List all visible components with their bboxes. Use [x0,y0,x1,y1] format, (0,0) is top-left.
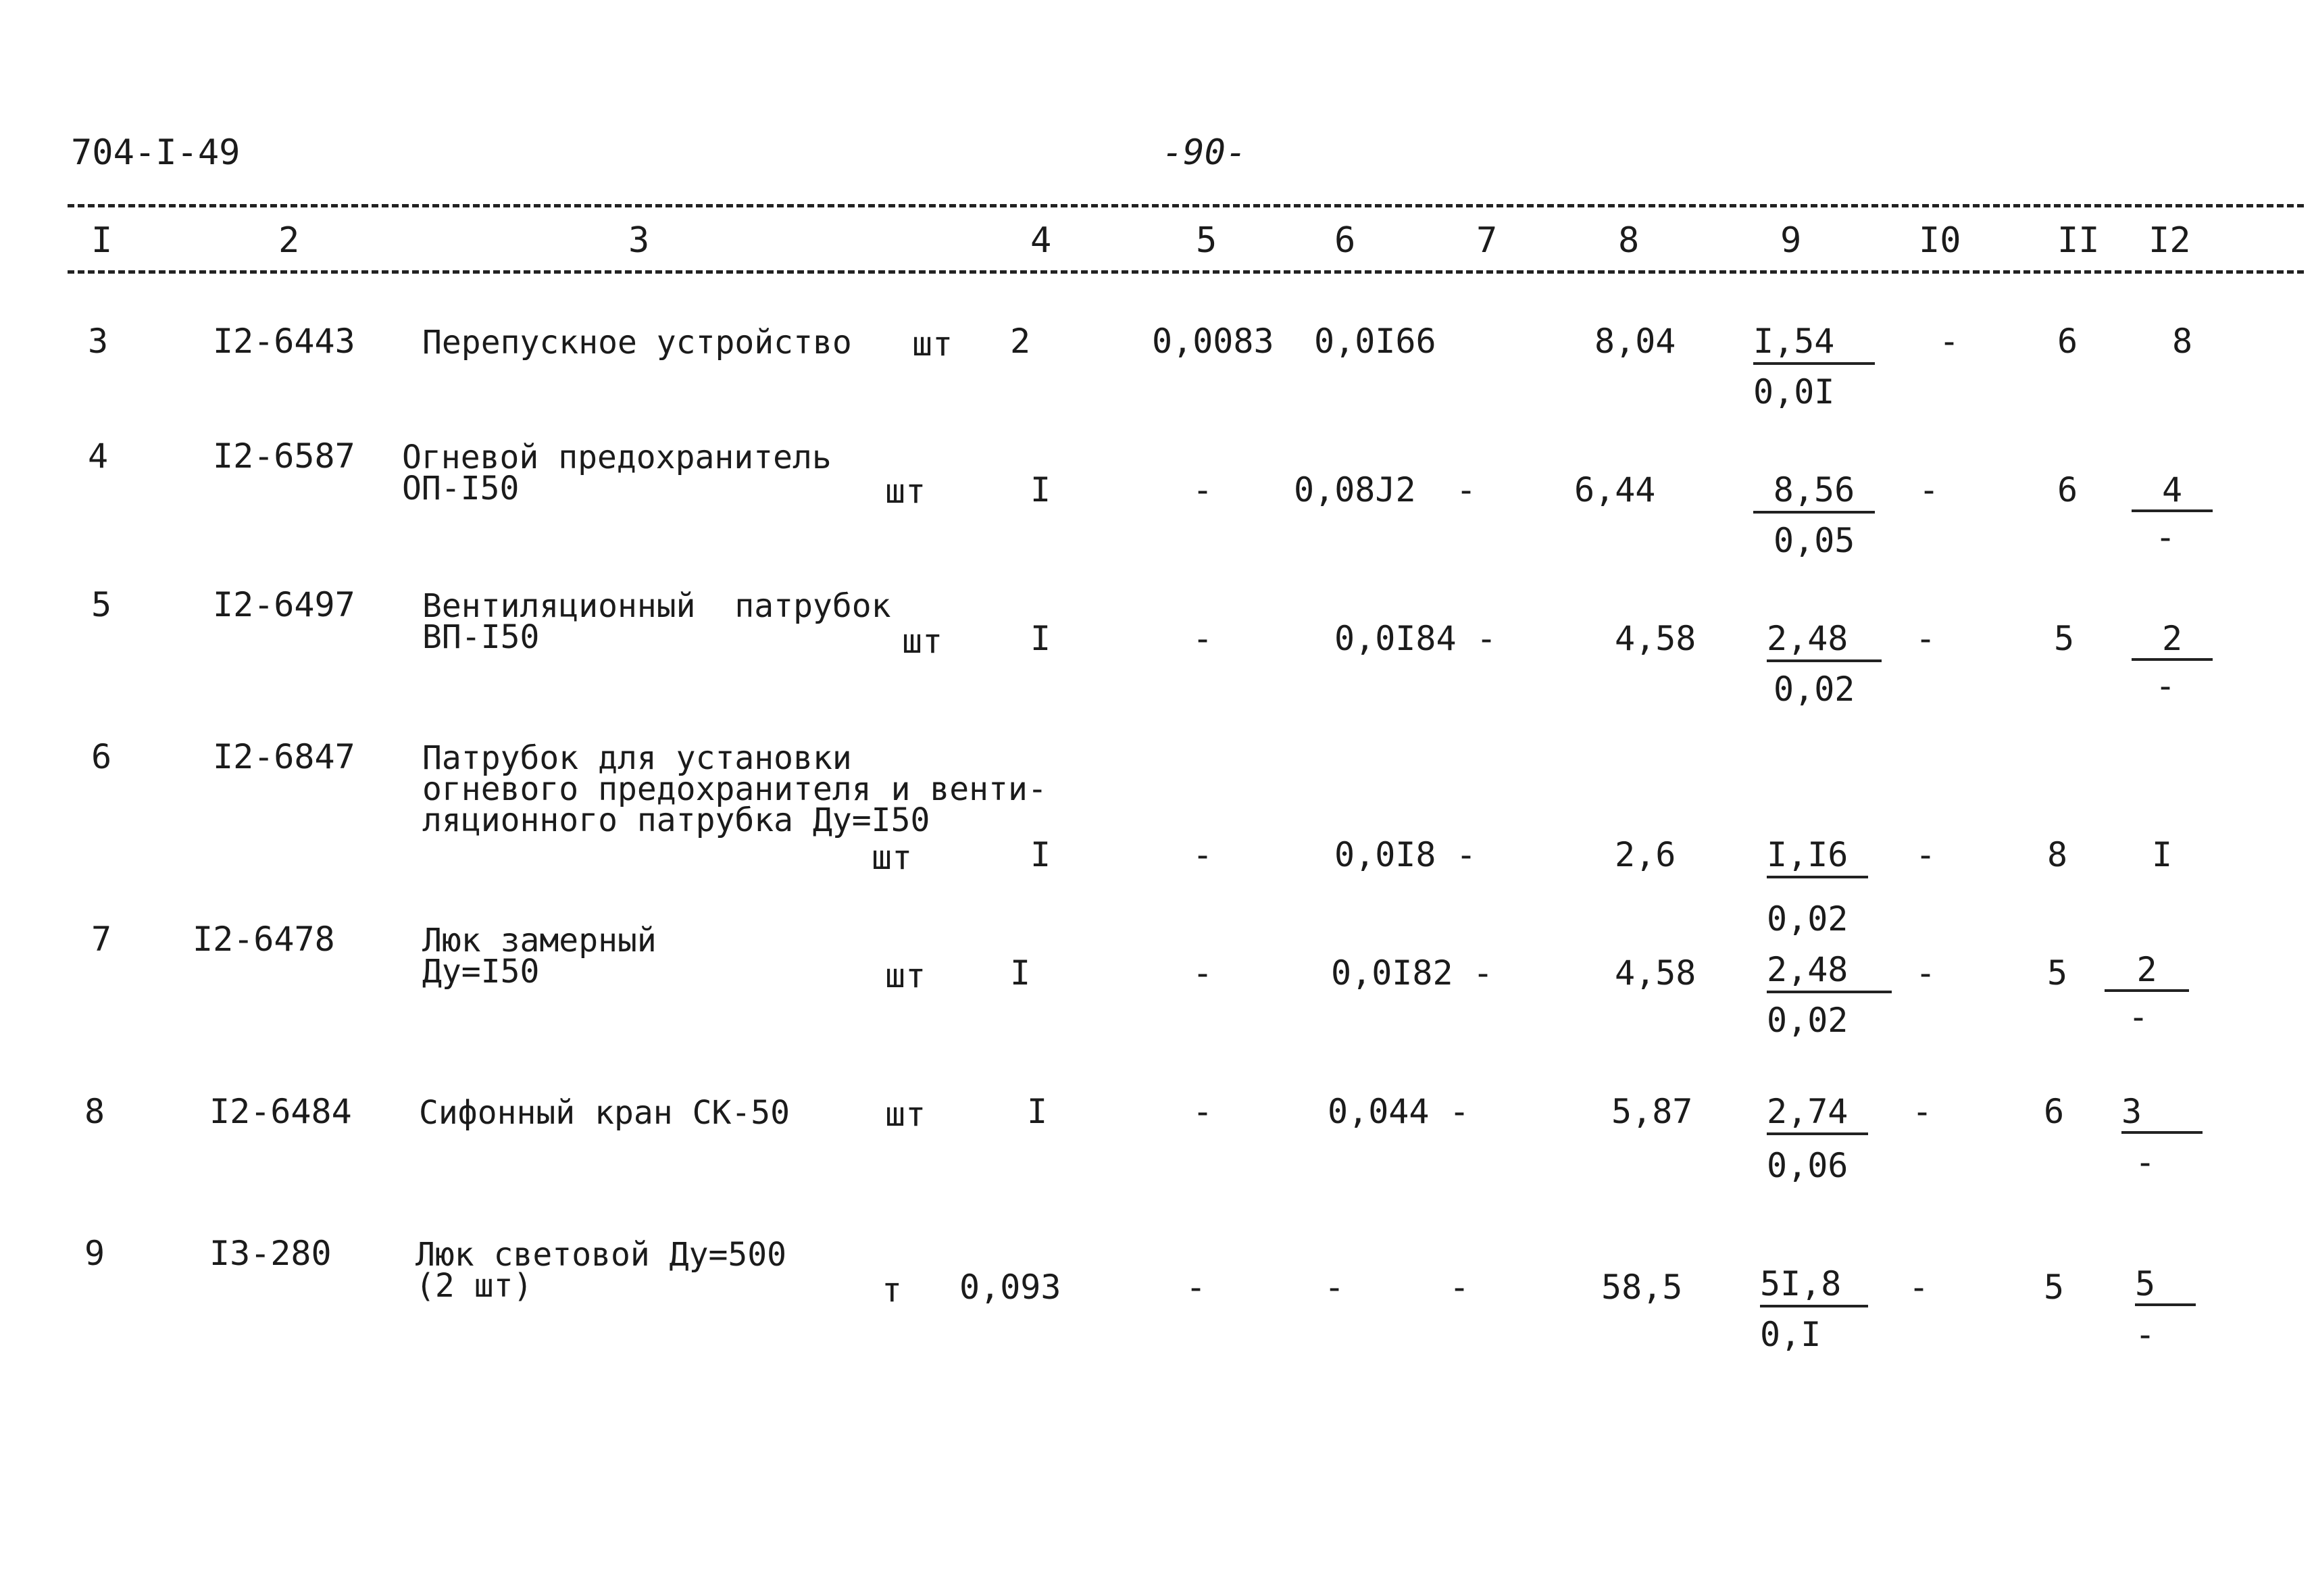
quantity: 0,093 [959,1268,1061,1307]
col-header-9: 9 [1780,220,1802,261]
col-9-denominator: 0,I [1760,1315,1821,1354]
quantity: I [1027,1092,1048,1131]
col-5-value: - [1186,1268,1207,1307]
col-8-value: 8,04 [1594,322,1676,361]
item-name-line: огневого предохранителя и венти- [422,770,1047,808]
item-name-line: Сифонный кран СК-50 [419,1094,790,1132]
col-7-value: - [1456,470,1477,509]
col-header-11: II [2057,220,2100,261]
item-name-line: Патрубок для установки [422,739,852,777]
col-5-value: - [1192,835,1213,874]
col-7-value: - [1456,835,1477,874]
col-11-value: 8 [2047,835,2068,874]
quantity: 2 [1010,322,1031,361]
col-12-numerator: 5 [2135,1267,2196,1306]
row-number: 9 [84,1234,105,1273]
col-8-value: 4,58 [1615,619,1696,658]
row-number: 5 [91,585,112,624]
item-name-line: (2 шт) [416,1267,533,1305]
item-name-line: ОП-I50 [402,470,520,507]
col-5-value: 0,0083 [1152,322,1274,361]
col-9-numerator: I,I6 [1767,838,1868,878]
col-12-denominator: - [2135,1315,2156,1354]
col-12-denominator: - [2135,1143,2156,1182]
item-code: I2-6587 [213,437,355,476]
col-11-value: 6 [2057,322,2078,361]
unit: шт [872,838,913,877]
col-7-value: - [1476,619,1497,658]
col-9-denominator: 0,02 [1774,670,1855,709]
row-number: 4 [88,437,109,476]
col-11-value: 5 [2054,619,2075,658]
col-header-12: I2 [2148,220,2191,261]
col-9-numerator: 2,48 [1767,622,1882,662]
col-12-value: I [2152,835,2173,874]
quantity: I [1030,470,1051,509]
col-header-7: 7 [1476,220,1498,261]
col-10-value: - [1919,470,1940,509]
col-8-value: 6,44 [1574,470,1656,509]
col-12-numerator: 2 [2132,622,2213,661]
col-9-numerator: I,54 [1753,324,1875,365]
col-10-value: - [1909,1268,1930,1307]
unit: шт [902,622,943,661]
col-12-denominator: - [2155,666,2176,705]
col-header-5: 5 [1196,220,1217,261]
col-9-denominator: 0,02 [1767,899,1848,939]
col-10-value: - [1915,619,1936,658]
col-header-2: 2 [278,220,300,261]
unit: шт [912,324,953,364]
col-header-6: 6 [1334,220,1356,261]
item-code: I2-6484 [209,1092,352,1131]
col-6-value: - [1324,1268,1345,1307]
item-name-line: ляционного патрубка Ду=I50 [422,801,930,839]
quantity: I [1030,619,1051,658]
col-7-value: - [1449,1092,1470,1131]
document-code: 704-I-49 [71,132,241,173]
col-header-1: I [91,220,113,261]
item-code: I3-280 [209,1234,332,1273]
item-code: I2-6847 [213,737,355,776]
col-8-value: 4,58 [1615,953,1696,993]
col-11-value: 5 [2047,953,2068,993]
unit: т [882,1270,903,1310]
item-code: I2-6497 [213,585,355,624]
col-8-value: 58,5 [1601,1268,1683,1307]
col-5-value: - [1192,619,1213,658]
col-5-value: - [1192,470,1213,509]
col-9-numerator: 2,74 [1767,1095,1868,1135]
col-9-denominator: 0,0I [1753,372,1835,412]
item-name-line: Люк световой Ду=500 [416,1236,787,1274]
col-header-10: I0 [1919,220,1961,261]
col-header-4: 4 [1030,220,1052,261]
unit: шт [885,472,926,511]
col-9-denominator: 0,06 [1767,1146,1848,1185]
col-12-numerator: 4 [2132,473,2213,512]
col-12-denominator: - [2155,518,2176,557]
col-5-value: - [1192,1092,1213,1131]
item-code: I2-6478 [193,920,335,959]
quantity: I [1030,835,1051,874]
col-11-value: 6 [2057,470,2078,509]
item-name-line: Вентиляционный патрубок [422,587,891,625]
row-number: 7 [91,920,112,959]
col-6-value: 0,0I66 [1314,322,1436,361]
unit: шт [885,1095,926,1134]
col-header-3: 3 [628,220,650,261]
item-name-line: Ду=I50 [422,953,540,991]
col-9-numerator: 8,56 [1753,473,1875,514]
col-11-value: 6 [2044,1092,2065,1131]
col-12-value: 8 [2172,322,2193,361]
col-6-value: 0,0I82 [1331,953,1453,993]
quantity: I [1010,953,1031,993]
col-10-value: - [1939,322,1960,361]
col-6-value: 0,0I84 [1334,619,1457,658]
item-name-line: Люк замерный [422,922,657,959]
col-10-value: - [1915,835,1936,874]
col-6-value: 0,08J2 [1294,470,1416,509]
row-number: 8 [84,1092,105,1131]
col-9-numerator: 2,48 [1767,953,1892,993]
col-header-8: 8 [1618,220,1640,261]
col-9-denominator: 0,05 [1774,521,1855,560]
col-5-value: - [1192,953,1213,993]
col-7-value: - [1449,1268,1470,1307]
row-number: 6 [91,737,112,776]
col-12-numerator: 3 [2121,1095,2203,1134]
col-7-value: - [1473,953,1494,993]
col-11-value: 5 [2044,1268,2065,1307]
item-name-line: ВП-I50 [422,618,540,656]
item-name-line: Огневой предохранитель [402,439,832,476]
col-9-numerator: 5I,8 [1760,1267,1868,1307]
row-number: 3 [88,322,109,361]
col-8-value: 2,6 [1615,835,1676,874]
unit: шт [885,956,926,995]
col-6-value: 0,0I8 [1334,835,1436,874]
header-top-rule [68,204,2304,207]
col-12-denominator: - [2128,997,2149,1037]
col-8-value: 5,87 [1611,1092,1693,1131]
col-10-value: - [1912,1092,1933,1131]
col-6-value: 0,044 [1328,1092,1430,1131]
page-number: -90- [1162,132,1247,173]
col-10-value: - [1915,953,1936,993]
col-9-denominator: 0,02 [1767,1001,1848,1040]
item-name-line: Перепускное устройство [422,324,852,361]
header-bottom-rule [68,270,2304,274]
col-12-numerator: 2 [2105,953,2189,992]
item-code: I2-6443 [213,322,355,361]
